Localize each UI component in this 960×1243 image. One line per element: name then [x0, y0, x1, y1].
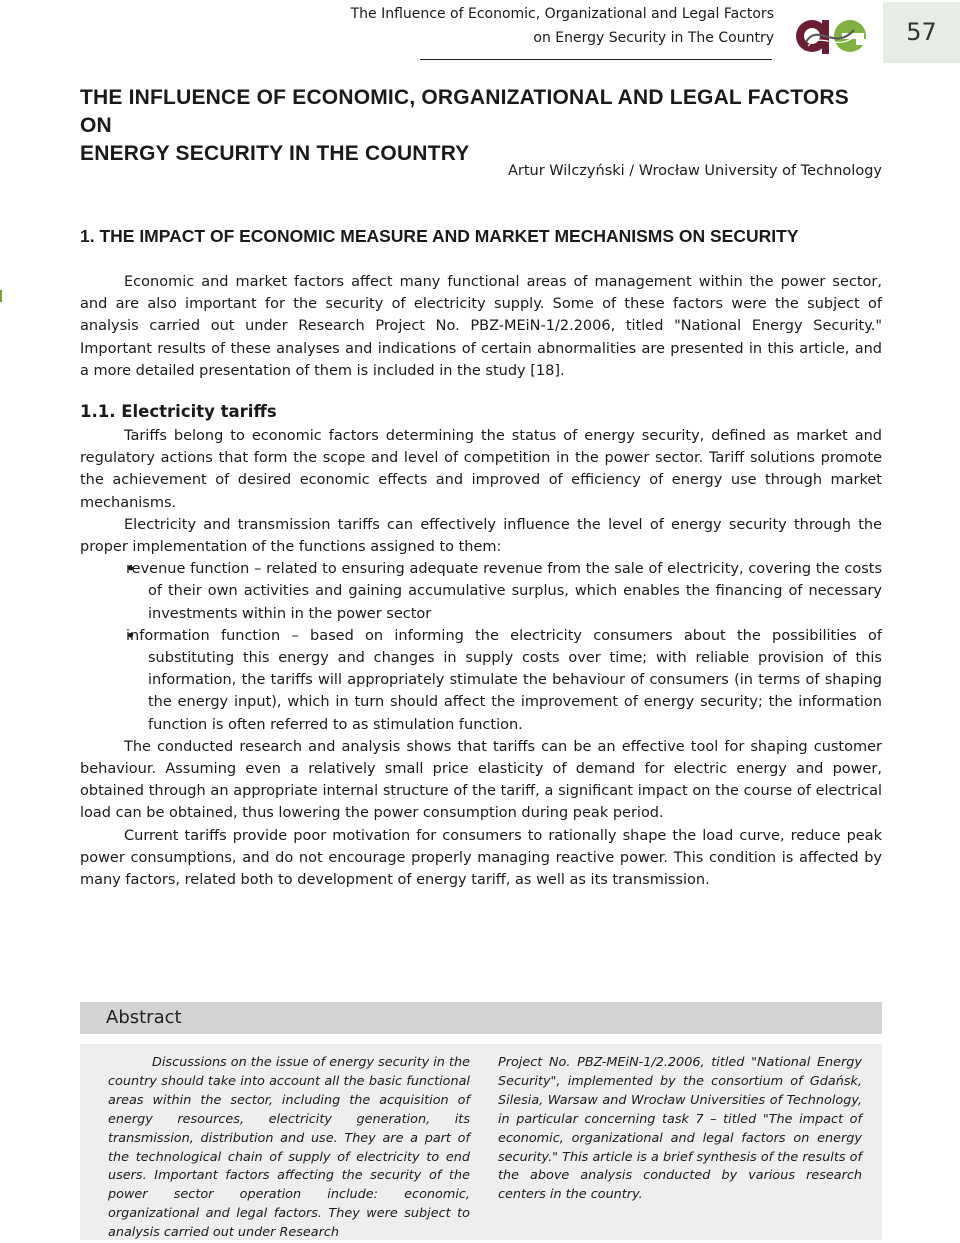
subsection-body: [80, 425, 882, 891]
subsection-heading: 1.1. Electricity tariffs: [80, 402, 277, 421]
abstract-right-column: Project No. PBZ-MEiN-1/2.2006, titled "National Energy Security", implemented by the consortium of Gdańsk, Silesia, Warsaw and Wrocław Universities of Technology, in particular concerning task 7 – titled "The impact of economic, organizational and legal factors on energy security." This article is a brief synthesis of the results of the above analysis conducted by various research centers in the country.: [498, 1055, 862, 1203]
logo-e-gap: [856, 39, 870, 45]
title-line-2: ENERGY SECURITY IN THE COUNTRY: [80, 142, 470, 165]
running-title-line-1: The Influence of Economic, Organizational and Legal Factors: [350, 6, 774, 22]
section-heading: 1. THE IMPACT OF ECONOMIC MEASURE AND MARKET MECHANISMS ON SECURITY: [80, 226, 799, 246]
paragraph-4: Current tariffs provide poor motivation for consumers to rationally shape the load curve, reduce peak power consumptions, and do not encourage properly managing reactive power. This condition is affected by many factors, related both to development of energy tariff, as well as its transmission.: [80, 827, 882, 889]
section-intro: [80, 271, 882, 382]
article-title: [80, 84, 880, 168]
function-list: [80, 558, 882, 736]
margin-mark: [0, 290, 2, 302]
running-head: [174, 2, 774, 50]
paragraph-1: Tariffs belong to economic factors determining the status of energy security, defined as market and regulatory actions that form the scope and level of competition in the power sector. Tariff solutions promote the achievement of desired economic effects and improved of efficiency of energy use through market mechanisms.: [80, 428, 882, 511]
abstract-heading: Abstract: [106, 1007, 182, 1028]
abstract-box: [80, 1044, 882, 1240]
journal-logo: [788, 8, 872, 62]
abstract-left-column: Discussions on the issue of energy security in the country should take into account all the basic functional areas within the sector, including the acquisition of energy resources, electricity generation, its transmission, distribution and use. They are a part of the technological chain of supply of electricity to end users. Important factors affecting the security of the power sector operation include: economic, organizational and legal factors. They were subject to analysis carried out under Research: [108, 1055, 470, 1241]
list-item: • revenue function – related to ensuring adequate revenue from the sale of electricity, covering the costs of their own activities and gaining accumulative surplus, which enables the financing of necessary investments within in the power sector: [80, 558, 882, 625]
paragraph-2: Electricity and transmission tariffs can effectively influence the level of energy security through the proper implementation of the functions assigned to them:: [80, 516, 882, 556]
paragraph-3: The conducted research and analysis shows that tariffs can be an effective tool for shaping customer behaviour. Assuming even a relatively small price elasticity of demand for electric energy and power, obtained through an appropriate internal structure of the tariff, a significant impact on the course of electrical load can be obtained, thus lowering the power consumption during peak period.: [80, 738, 882, 822]
header-rule: [420, 59, 772, 60]
page-number: 57: [883, 2, 960, 63]
intro-paragraph: Economic and market factors affect many functional areas of management within the power sector, and are also important for the security of electricity supply. Some of these factors were the subject of analysis carried out under Research Project No. PBZ-MEiN-1/2.2006, titled "National Energy Security." Important results of these analyses and indications of certain abnormalities are presented in this article, and a more detailed presentation of them is included in the study [18].: [80, 274, 882, 379]
author-byline: Artur Wilczyński / Wrocław University of Technology: [507, 163, 882, 179]
running-title-line-2: on Energy Security in The Country: [533, 30, 774, 46]
abstract-header: [80, 1002, 882, 1034]
title-line-1: THE INFLUENCE OF ECONOMIC, ORGANIZATIONAL AND LEGAL FACTORS ON: [80, 86, 849, 137]
list-item: • information function – based on informing the electricity consumers about the possibilities of substituting this energy and changes in supply costs over time; with reliable provision of this information, the tariffs will appropriately stimulate the behaviour of consumers (in terms of shaping the energy input), which in turn should affect the improvement of energy security; the information function is often referred to as stimulation function.: [80, 625, 882, 736]
